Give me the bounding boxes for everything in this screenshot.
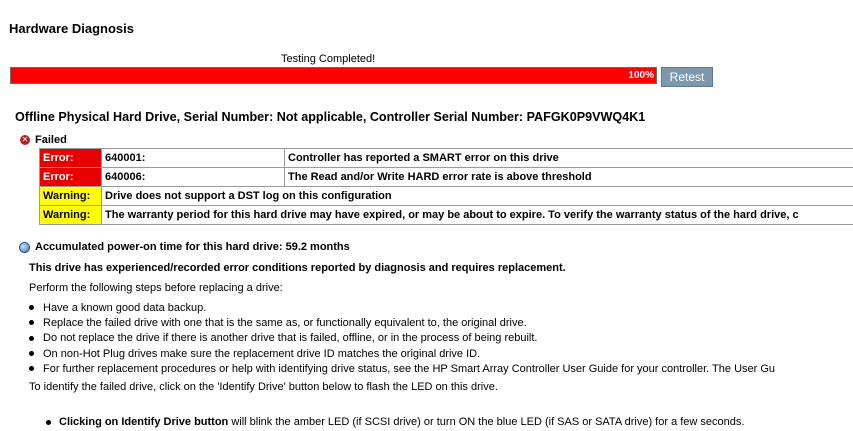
severity-cell: Warning: — [40, 206, 102, 225]
status-text: Testing Completed! — [281, 53, 376, 65]
replace-message: This drive has experienced/recorded error conditions reported by diagnosis and requires replacement. — [29, 262, 566, 274]
steps-list — [29, 300, 853, 376]
issues-table — [39, 148, 853, 225]
message-cell: The warranty period for this hard drive may have expired, or may be about to expire. To verify the warranty status of the hard drive, c — [102, 206, 853, 225]
identify-note: To identify the failed drive, click on the 'Identify Drive' button below to flash the LED on this drive. — [29, 381, 498, 393]
list-item: Replace the failed drive with one that is the same as, or functionally equivalent to, the original drive. — [29, 315, 853, 330]
message-cell: The Read and/or Write HARD error rate is above threshold — [285, 168, 853, 187]
progress-percent: 100% — [628, 70, 654, 81]
message-cell: Controller has reported a SMART error on this drive — [285, 149, 853, 168]
identify-info — [46, 416, 744, 428]
identify-bold: Clicking on Identify Drive button — [59, 416, 229, 428]
bullet-icon — [29, 351, 34, 356]
progress-bar — [10, 67, 657, 84]
result-status — [20, 134, 67, 146]
list-item: On non-Hot Plug drives make sure the replacement drive ID matches the original drive ID. — [29, 346, 853, 361]
bullet-icon — [29, 366, 34, 371]
table-row — [40, 149, 853, 168]
identify-rest: will blink the amber LED (if SCSI drive) or turn ON the blue LED (if SAS or SATA drive) for a few seconds. — [228, 416, 745, 428]
progress-fill — [11, 68, 656, 83]
severity-cell: Error: — [40, 149, 102, 168]
table-row — [40, 187, 853, 206]
result-label: Failed — [35, 134, 67, 146]
list-item: Do not replace the drive if there is another drive that is failed, offline, or in the process of being rebuilt. — [29, 331, 853, 346]
table-row — [40, 206, 853, 225]
failed-icon: ✕ — [21, 135, 29, 144]
power-on-text: Accumulated power-on time for this hard drive: 59.2 months — [35, 241, 350, 253]
page-title: Hardware Diagnosis — [9, 21, 134, 36]
code-cell: 640001: — [102, 149, 285, 168]
bullet-icon — [46, 420, 51, 425]
retest-button[interactable]: Retest — [661, 67, 713, 87]
bullet-icon — [29, 336, 34, 341]
severity-cell: Warning: — [40, 187, 102, 206]
table-row — [40, 168, 853, 187]
code-cell: 640006: — [102, 168, 285, 187]
bullet-icon — [29, 320, 34, 325]
drive-header: Offline Physical Hard Drive, Serial Number: Not applicable, Controller Serial Number: PAFGK0P9VWQ4K1 — [15, 110, 646, 124]
list-item: Have a known good data backup. — [29, 300, 853, 315]
info-icon — [19, 242, 30, 253]
power-on-info — [19, 241, 350, 253]
message-cell: Drive does not support a DST log on this configuration — [102, 187, 853, 206]
severity-cell: Error: — [40, 168, 102, 187]
bullet-icon — [29, 305, 34, 310]
list-item: For further replacement procedures or help with identifying drive status, see the HP Smart Array Controller User Guide for your controller. The User Gu — [29, 361, 853, 376]
steps-intro: Perform the following steps before replacing a drive: — [29, 282, 283, 294]
